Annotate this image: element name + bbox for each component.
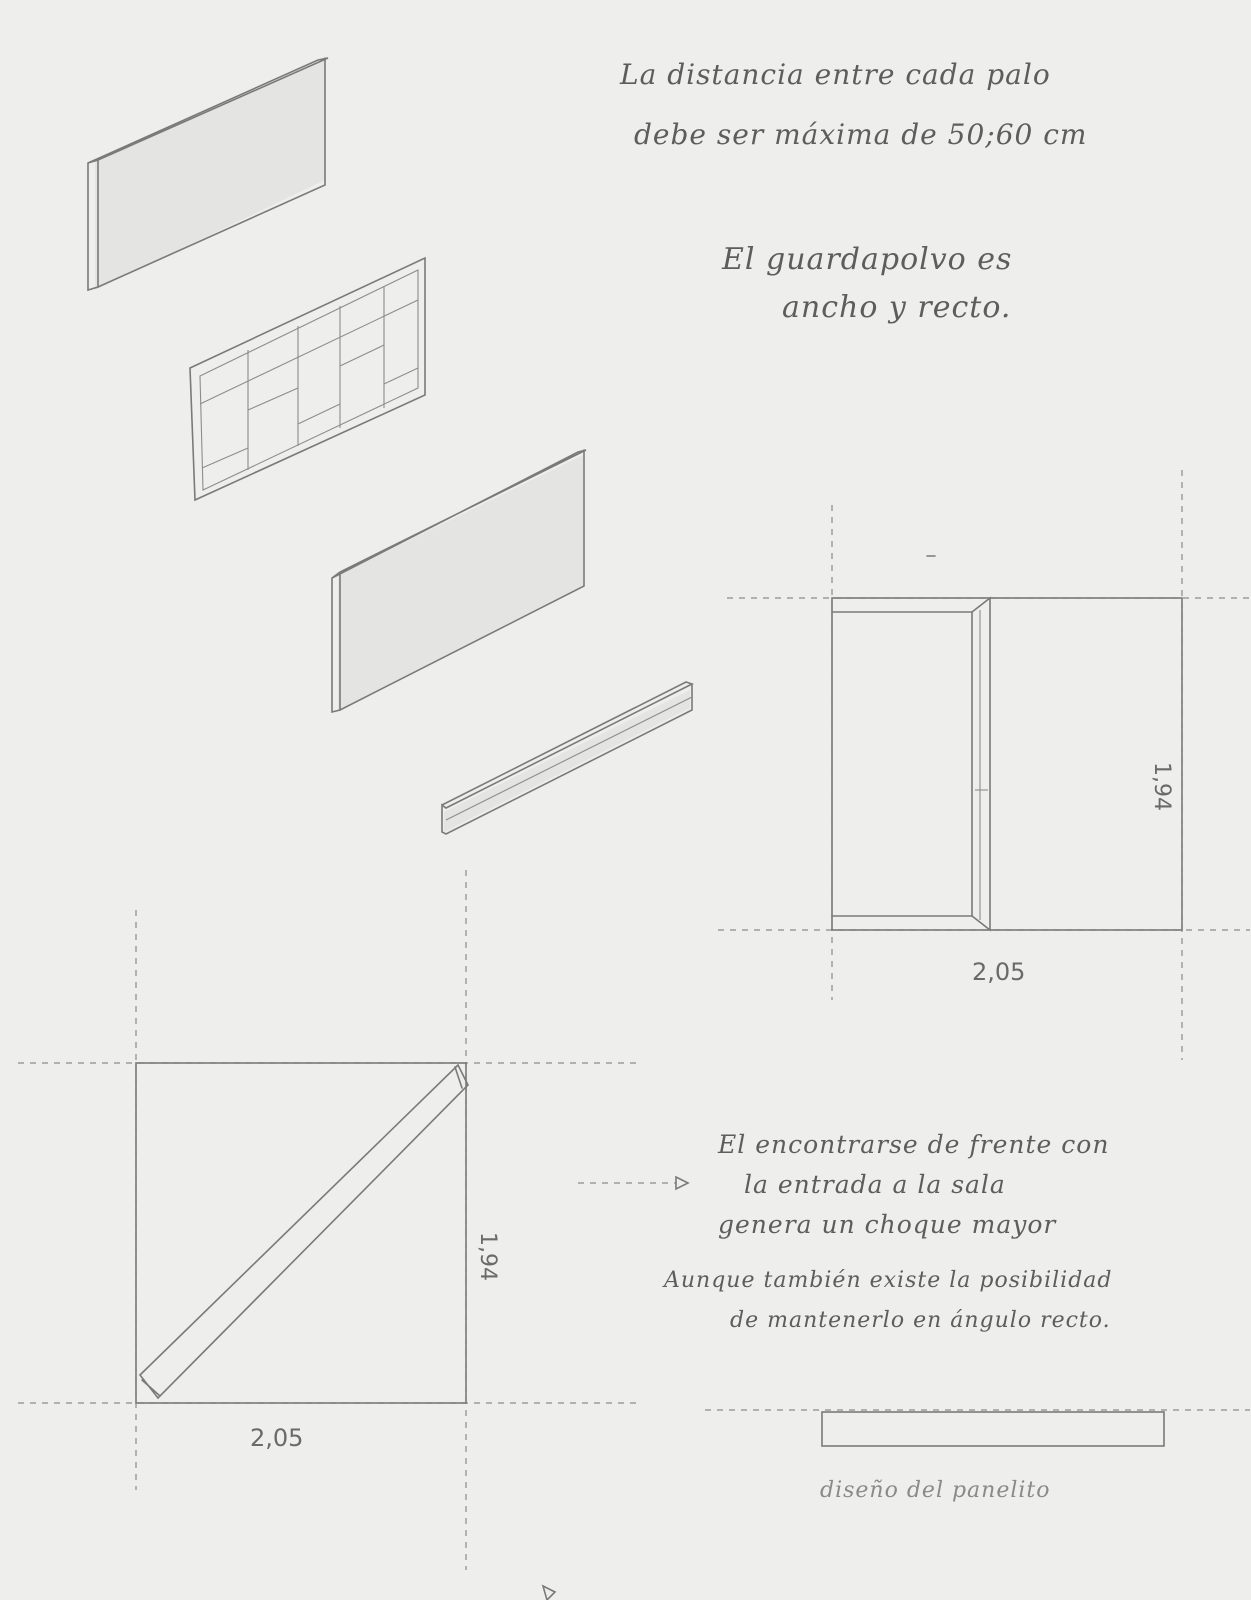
note-bottom-line1: El encontrarse de frente con — [718, 1130, 1110, 1159]
dim-left-width: 2,05 — [250, 1424, 304, 1452]
note-bottom-line3: genera un choque mayor — [718, 1210, 1057, 1239]
dim-right-height: 1,94 — [1149, 762, 1174, 811]
baseboard-elevation — [705, 1410, 1250, 1446]
note-mid-line2: ancho y recto. — [782, 290, 1012, 325]
iso-panel-frame — [190, 258, 425, 500]
note-bottom-line2: la entrada a la sala — [744, 1170, 1006, 1199]
note-top-line2: debe ser máxima de 50;60 cm — [634, 118, 1088, 151]
note-caption: diseño del panelito — [820, 1478, 1051, 1503]
note-bottom-line4: Aunque también existe la posibilidad — [664, 1268, 1113, 1293]
note-top-line1: La distancia entre cada palo — [620, 58, 1051, 91]
dim-right-width: 2,05 — [972, 958, 1026, 986]
iso-panel-back — [88, 58, 328, 290]
sheet-mark — [543, 1586, 555, 1600]
plan-view-left — [18, 870, 640, 1570]
dim-left-height: 1,94 — [475, 1232, 500, 1281]
pointer-arrow — [578, 1177, 688, 1189]
iso-panel-front — [332, 450, 586, 712]
note-bottom-line5: de mantenerlo en ángulo recto. — [730, 1308, 1111, 1333]
iso-baseboard — [442, 682, 692, 834]
note-mid-line1: El guardapolvo es — [722, 242, 1013, 277]
